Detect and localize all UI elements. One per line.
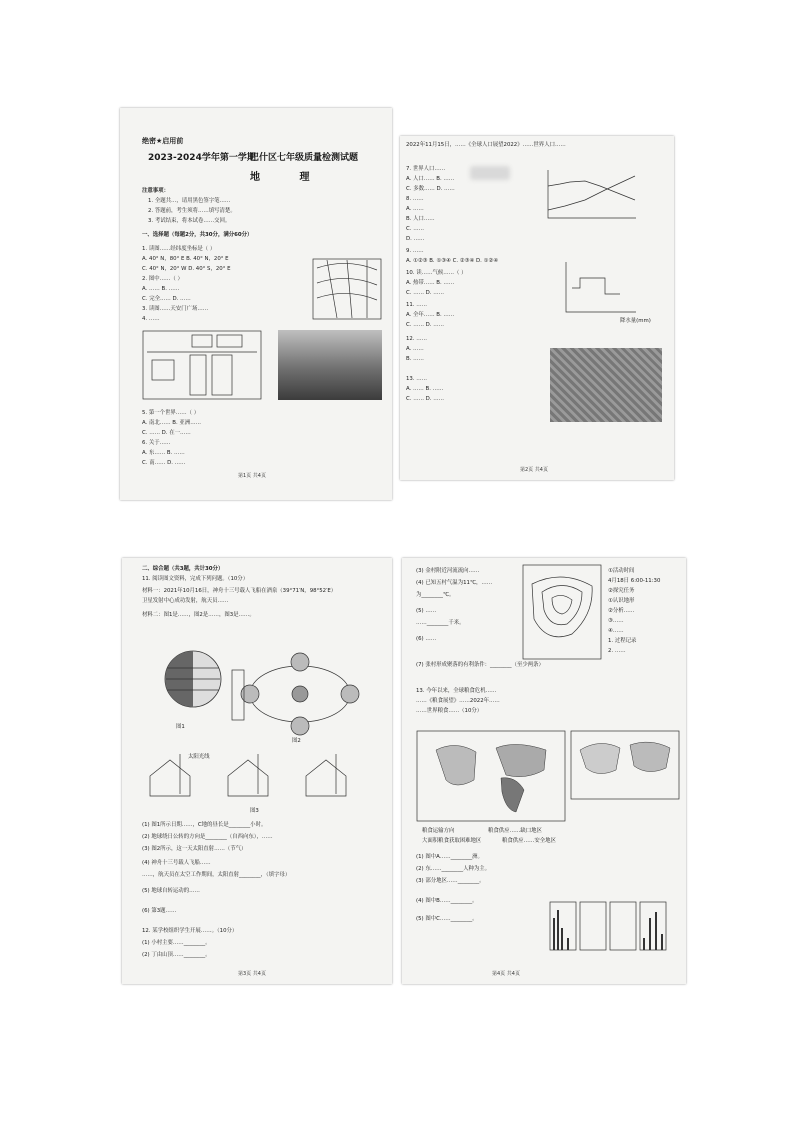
world-map-right xyxy=(570,730,680,800)
note-line: 2. 答题前，考生须将……填写清楚。 xyxy=(148,208,236,214)
question-line: 11. …… xyxy=(406,302,428,308)
question-line: C. 南…… D. …… xyxy=(142,460,186,466)
question-line: (1) 小村主要……________。 xyxy=(142,940,211,946)
material-text: 卫星发射中心成功发射，航天员…… xyxy=(142,598,229,604)
question-line: 7. 世界人口…… xyxy=(406,166,446,172)
question-line: (2) 丁由山顶……________。 xyxy=(142,952,211,958)
legend-item: 粮食供应……缺口地区 xyxy=(488,828,542,834)
question-line: A. …… xyxy=(406,346,424,352)
question-line: 8. …… xyxy=(406,196,424,202)
question-line: C. 完全…… D. …… xyxy=(142,296,191,302)
question-line: 为________℃。 xyxy=(416,592,455,598)
earth-illumination-figure xyxy=(162,648,224,710)
question-line: 13. …… xyxy=(406,376,428,382)
page-4 xyxy=(402,558,686,984)
page-footer: 第3页 共4页 xyxy=(238,971,266,977)
question-line: C. …… D. …… xyxy=(406,396,445,402)
legend-item: 2. …… xyxy=(608,648,626,654)
question-line: (4) 图中B……________。 xyxy=(416,898,478,904)
page-2 xyxy=(400,136,674,480)
question-line: C. 40° N，20° W D. 40° S，20° E xyxy=(142,266,231,272)
question-line: 4. …… xyxy=(142,316,160,322)
question-line: (2) 地球绕日公转的方向是________（自西向东），…… xyxy=(142,834,273,840)
question-line: 9. …… xyxy=(406,248,424,254)
material-text: 材料一：2021年10月16日，神舟十三号载人飞船在酒泉（39°71′N，98°52′E） xyxy=(142,588,337,594)
legend-item: 1. 过程记录 xyxy=(608,638,637,644)
sun-ray-label: 太阳光线 xyxy=(188,754,210,760)
photo-village xyxy=(550,348,662,422)
question-line: D. …… xyxy=(406,236,425,242)
climate-chart xyxy=(560,258,640,320)
question-line: (5) 地球自转运动的…… xyxy=(142,888,200,894)
latlong-grid-figure xyxy=(312,258,382,320)
chart-axis-label: 降水量(mm) xyxy=(620,318,651,324)
question-line: C. …… D. …… xyxy=(406,290,445,296)
question-line: (5) …… xyxy=(416,608,437,614)
question-line: ……________千米。 xyxy=(416,620,465,626)
world-map-left xyxy=(416,730,566,822)
question-line: (3) 图2所示，这一天太阳直射……（节气） xyxy=(142,846,247,852)
photo-tiananmen xyxy=(278,330,382,400)
legend-item: ③…… xyxy=(608,618,624,624)
question-line: C. …… xyxy=(406,226,424,232)
question-line: (2) 东……________人种为主。 xyxy=(416,866,491,872)
climate-bar-charts xyxy=(548,898,668,958)
question-line: C. …… D. …… xyxy=(406,322,445,328)
section-heading: 二、综合题（共3题，共计30分） xyxy=(142,566,224,572)
section-heading: 一、选择题（每题2分，共30分，满分60分） xyxy=(142,232,253,238)
legend-item: ④…… xyxy=(608,628,624,634)
figure-caption: 图1 xyxy=(176,724,185,730)
question-line: (3) 金村附近河流流向…… xyxy=(416,568,480,574)
figure-caption: 图2 xyxy=(292,738,301,744)
question-line: C. …… D. 在一…… xyxy=(142,430,191,436)
page-title: 2023-2024学年第一学期 xyxy=(148,153,256,163)
legend-item: ②探究任务 xyxy=(608,588,635,594)
question-line: (7) 张村形成聚落的有利条件：________（至少两条） xyxy=(416,662,544,668)
question-line: A. 全年…… B. …… xyxy=(406,312,455,318)
question-line: (6) 第3题…… xyxy=(142,908,177,914)
population-chart xyxy=(540,166,640,226)
question-line: C. 多数…… D. …… xyxy=(406,186,455,192)
legend-item: ①活动时间 xyxy=(608,568,635,574)
question-line: A. 南北…… B. 亚洲…… xyxy=(142,420,201,426)
legend-item: ②分析…… xyxy=(608,608,635,614)
question-line: 5. 第一个世界……（ ） xyxy=(142,410,200,416)
figure-caption: 图3 xyxy=(250,808,259,814)
house-shadow-figure xyxy=(146,750,366,806)
page-title-tail: 巴什区七年级质量检测试题 xyxy=(250,153,359,163)
question-line: 2. 图中……（ ） xyxy=(142,276,183,282)
question-line: B. 人口…… xyxy=(406,216,435,222)
question-line: A. …… B. …… xyxy=(406,386,444,392)
legend-item: 大面积粮食获取困难地区 xyxy=(422,838,482,844)
legend-item: 粮食供应……安全地区 xyxy=(502,838,556,844)
page-1 xyxy=(120,108,392,500)
question-line: (1) 图中A……________洲。 xyxy=(416,854,483,860)
note-line: 3. 考试结束，将本试卷……交回。 xyxy=(148,218,231,224)
question-line: A. …… xyxy=(406,206,424,212)
question-line: ……《粮食展望》……2022年…… xyxy=(416,698,500,704)
contour-map xyxy=(522,564,602,660)
question-line: 6. 关于…… xyxy=(142,440,171,446)
question-line: (4) 已知五村气温为11℃，…… xyxy=(416,580,493,586)
page-3 xyxy=(122,558,392,984)
question-line: 13. 今年以来，全球粮食危机…… xyxy=(416,688,497,694)
page-footer: 第4页 共4页 xyxy=(492,971,520,977)
question-line: A. …… B. …… xyxy=(142,286,180,292)
legend-item: 粮食运输方向 xyxy=(422,828,455,834)
note-line: 1. 全题共…，请用黑色签字笔…… xyxy=(148,198,231,204)
notes-heading: 注意事项： xyxy=(142,188,169,194)
question-line: (1) 图1所示日期……，C地的昼长是________小时。 xyxy=(142,822,267,828)
question-line: (6) …… xyxy=(416,636,437,642)
question-line: A. 40° N，80° E B. 40° N，20° E xyxy=(142,256,229,262)
question-line: A. ①②③ B. ①③④ C. ②③④ D. ①②④ xyxy=(406,258,499,264)
question-line: 3. 读图……天安门广场…… xyxy=(142,306,209,312)
question-line: B. …… xyxy=(406,356,424,362)
question-line: 12. …… xyxy=(406,336,428,342)
question-line: (3) 部分地区……________。 xyxy=(416,878,485,884)
question-line: (5) 图中C……________。 xyxy=(416,916,478,922)
legend-item: ①认识地形 xyxy=(608,598,635,604)
question-line: 11. 阅读图文资料，完成下列问题。（10分） xyxy=(142,576,249,582)
question-line: A. 东…… B. …… xyxy=(142,450,185,456)
redacted-block xyxy=(470,166,510,180)
subject-title: 地 理 xyxy=(250,172,328,183)
legend-item: 4月18日 6:00-11:30 xyxy=(608,578,661,584)
material-text: 材料二：图1是……，图2是……，图3是……。 xyxy=(142,612,255,618)
question-line: 10. 读……气候……（ ） xyxy=(406,270,467,276)
question-line: A. 人口…… B. …… xyxy=(406,176,455,182)
question-line: A. 热带…… B. …… xyxy=(406,280,455,286)
intro-text: 2022年11月15日，……《全球人口展望2022》……世界人口…… xyxy=(406,142,566,148)
question-line: (4) 神舟十三号载人飞船…… xyxy=(142,860,211,866)
question-line: 12. 某学校组织学生开展……。（10分） xyxy=(142,928,238,934)
question-line: ……世界粮食……（10分） xyxy=(416,708,483,714)
earth-orbit-figure xyxy=(230,650,370,738)
map-figure-a xyxy=(142,330,262,400)
question-line: 1. 读图……经纬度坐标是（ ） xyxy=(142,246,216,252)
question-line: ……，航天员在太空工作期间，太阳直射________，（填字母） xyxy=(142,872,291,878)
page-footer: 第2页 共4页 xyxy=(520,467,548,473)
secret-label: 绝密★启用前 xyxy=(142,137,184,145)
page-footer: 第1页 共4页 xyxy=(238,473,266,479)
